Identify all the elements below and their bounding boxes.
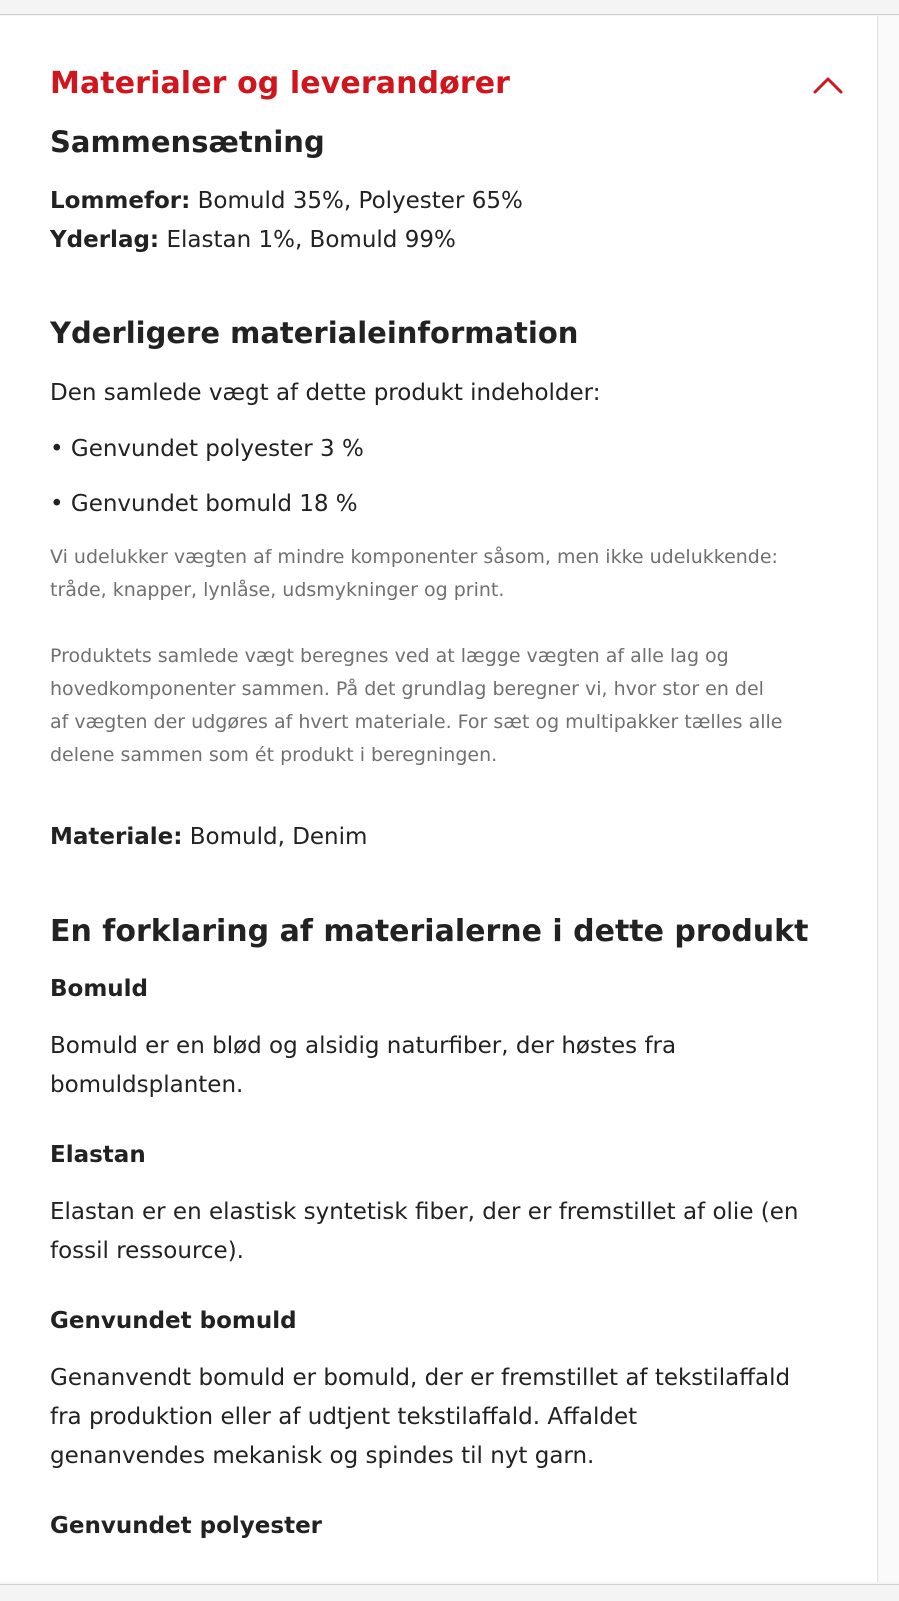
weight-note-line: Vi udelukker vægten af mindre komponenter såsom, men ikke udelukkende:: [50, 546, 778, 568]
material-value: Bomuld, Denim: [182, 824, 368, 850]
recycled-cotton-bullet: • Genvundet bomuld 18 %: [50, 491, 358, 517]
material-desc-line: genanvendes mekanisk og spindes til nyt garn.: [50, 1443, 595, 1469]
composition-heading: Sammensætning: [50, 125, 325, 159]
material-name-recycled-polyester: Genvundet polyester: [50, 1513, 323, 1539]
material-label: Materiale:: [50, 824, 183, 850]
calc-note-line: af vægten der udgøres af hvert materiale. For sæt og multipakker tælles alle: [50, 711, 783, 733]
top-edge: [0, 0, 899, 15]
materials-accordion-panel: [0, 16, 878, 1582]
material-desc-line: fossil ressource).: [50, 1238, 244, 1264]
material-name-cotton: Bomuld: [50, 976, 149, 1002]
scroll-gutter: [879, 16, 899, 1582]
calc-note-line: delene sammen som ét produkt i beregningen.: [50, 744, 498, 766]
material-row: [50, 818, 367, 857]
composition-row-pocket-lining: [50, 182, 523, 221]
material-desc-line: Genanvendt bomuld er bomuld, der er fremstillet af tekstilaffald: [50, 1365, 791, 1391]
material-name-recycled-cotton: Genvundet bomuld: [50, 1308, 297, 1334]
composition-label: Lommefor:: [50, 188, 191, 214]
recycled-polyester-bullet: • Genvundet polyester 3 %: [50, 436, 364, 462]
additional-info-heading: Yderligere materialeinformation: [50, 316, 579, 350]
accordion-title[interactable]: Materialer og leverandører: [50, 66, 511, 101]
material-desc-line: fra produktion eller af udtjent tekstilaffald. Affaldet: [50, 1404, 638, 1430]
chevron-up-icon[interactable]: [813, 73, 843, 95]
weight-note-line: tråde, knapper, lynlåse, udsmykninger og print.: [50, 579, 505, 601]
composition-value: Elastan 1%, Bomuld 99%: [159, 227, 456, 253]
material-desc-line: Bomuld er en blød og alsidig naturfiber, der høstes fra: [50, 1033, 677, 1059]
composition-label: Yderlag:: [50, 227, 160, 253]
calc-note-line: hovedkomponenter sammen. På det grundlag beregner vi, hvor stor en del: [50, 678, 764, 700]
material-desc-line: bomuldsplanten.: [50, 1072, 244, 1098]
composition-value: Bomuld 35%, Polyester 65%: [190, 188, 523, 214]
explanation-heading: En forklaring af materialerne i dette produkt: [50, 914, 809, 949]
additional-intro: Den samlede vægt af dette produkt indeholder:: [50, 380, 601, 406]
calc-note-line: Produktets samlede vægt beregnes ved at lægge vægten af alle lag og: [50, 645, 729, 667]
material-desc-line: Elastan er en elastisk syntetisk fiber, der er fremstillet af olie (en: [50, 1199, 799, 1225]
composition-row-outer: [50, 221, 456, 260]
bottom-edge: [0, 1584, 899, 1601]
material-name-elastane: Elastan: [50, 1142, 146, 1168]
